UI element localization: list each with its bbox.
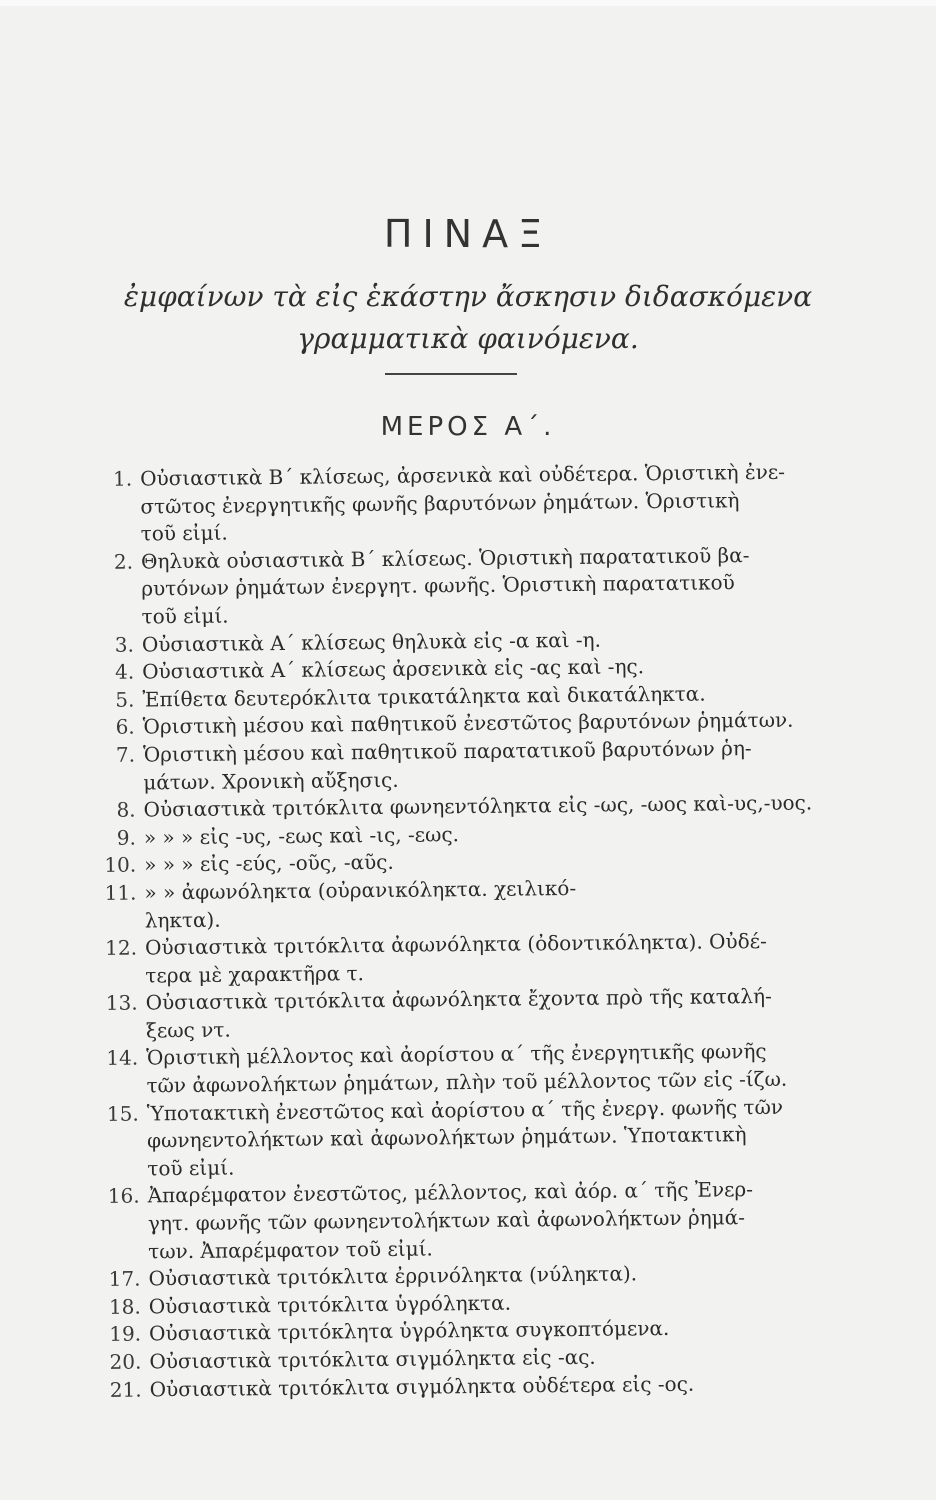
item-number: 19. <box>109 1321 142 1347</box>
item-text-line: Οὐσιαστικὰ τριτόκλητα ὑγρόληκτα συγκοπτόμενα. <box>148 1316 670 1346</box>
item-text-line: τερα μὲ χαρακτῆρα τ. <box>145 960 365 988</box>
list-item <box>93 734 864 797</box>
item-text-line: τοῦ εἰμί. <box>147 1155 235 1181</box>
item-text-line: Ἐπίθετα δευτερόκλιτα τρικατάληκτα καὶ δικατάληκτα. <box>142 681 706 712</box>
item-text <box>146 1037 867 1100</box>
item-text-line: Οὐσιαστικὰ τριτόκλιτα ὑγρόληκτα. <box>148 1290 512 1319</box>
item-text-line: τοῦ εἰμί. <box>141 603 229 629</box>
subtitle-line: ἐμφαίνων τὰ εἰς ἑκάστην ἄσκησιν διδασκόμενα <box>123 280 813 313</box>
list-item <box>94 872 865 935</box>
item-text-line: » » » εἰς -υς, -εως καὶ -ις, -εως. <box>143 821 460 850</box>
item-text-line: Οὐσιαστικὰ τριτόκλιτα σιγμόληκτα εἰς -ας. <box>149 1344 596 1374</box>
item-text <box>145 982 866 1045</box>
subtitle-line: γραμματικὰ φαινόμενα. <box>297 322 639 355</box>
item-text-line: στῶτος ἐνεργητικῆς φωνῆς βαρυτόνων ῥημάτων. Ὁριστικὴ <box>140 487 740 519</box>
list-item <box>95 982 866 1045</box>
item-text <box>143 734 864 797</box>
item-text <box>148 1175 869 1265</box>
list-item <box>95 927 866 990</box>
item-text-line: ληκτα). <box>144 907 221 932</box>
item-text-line: Οὐσιαστικὰ τριτόκλιτα φωνηεντόληκτα εἰς -ως, -ωος καὶ-υς,-υος. <box>143 790 813 822</box>
item-number: 11. <box>104 880 137 905</box>
item-number: 16. <box>107 1183 140 1209</box>
item-text-line: Ὁριστικὴ μέλλοντος καὶ ἀορίστου α΄ τῆς ἐνεργητικῆς φωνῆς <box>146 1039 767 1070</box>
page-title: ΠΙΝΑΞ <box>383 212 553 256</box>
item-text-line: Οὐσιαστικὰ τριτόκλιτα ἀφωνόληκτα ἔχοντα πρὸ τῆς καταλή- <box>145 984 772 1015</box>
item-number: 21. <box>109 1377 142 1402</box>
item-number: 12. <box>105 935 138 960</box>
item-text-line: Οὐσιαστικὰ τριτόκλιτα ἀφωνόληκτα (ὀδοντικόληκτα). Οὐδέ- <box>144 929 767 960</box>
item-number: 8. <box>116 797 136 822</box>
item-number: 5. <box>115 687 135 712</box>
item-text-line: Θηλυκὰ οὐσιαστικὰ Β΄ κλίσεως. Ὁριστικὴ παρατατικοῦ βα- <box>140 542 750 574</box>
section-heading: ΜΕΡΟΣ Α΄. <box>380 412 556 442</box>
item-text-line: Ὁριστικὴ μέσου καὶ παθητικοῦ παρατατικοῦ βαρυτόνων ῥη- <box>142 736 752 767</box>
item-text-line: των. Ἀπαρέμφατον τοῦ εἰμί. <box>148 1236 433 1264</box>
contents-list <box>90 458 870 1404</box>
item-text-line: ρυτόνων ῥημάτων ἐνεργητ. φωνῆς. Ὁριστικὴ παρατατικοῦ <box>141 570 735 601</box>
item-number: 14. <box>106 1045 139 1071</box>
list-item <box>90 458 861 549</box>
item-text-line: Ὑποτακτικὴ ἐνεστῶτος καὶ ἀορίστου α΄ τῆς ἐνεργ. φωνῆς τῶν <box>146 1094 784 1126</box>
item-number: 18. <box>108 1294 141 1319</box>
item-text <box>140 458 861 548</box>
item-text-line: Οὐσιαστικὰ Α΄ κλίσεως θηλυκὰ εἰς -α καὶ -η. <box>141 627 602 657</box>
item-text-line: τοῦ εἰμί. <box>140 520 228 546</box>
list-item <box>91 541 862 632</box>
item-number: 9. <box>116 825 137 850</box>
item-text <box>144 872 865 935</box>
item-number: 17. <box>108 1266 141 1292</box>
list-item <box>96 1037 867 1100</box>
item-text-line: Ἀπαρέμφατον ἐνεστῶτος, μέλλοντος, καὶ ἀόρ. α΄ τῆς Ἐνερ- <box>147 1177 754 1208</box>
item-text-line: Ὁριστικὴ μέσου καὶ παθητικοῦ ἐνεστῶτος βαρυτόνων ῥημάτων. <box>142 707 794 739</box>
item-number: 15. <box>106 1101 139 1126</box>
item-text-line: Οὐσιαστικὰ τριτόκλιτα σιγμόληκτα οὐδέτερα εἰς -ος. <box>149 1371 695 1402</box>
item-number: 10. <box>104 852 137 878</box>
item-text-line: ξεως ντ. <box>145 1017 231 1043</box>
item-text <box>141 541 862 631</box>
item-text-line: φωνηεντολήκτων καὶ ἀφωνολήκτων ῥημάτων. Ὑποτακτικὴ <box>146 1122 747 1153</box>
item-text-line: Οὐσιαστικὰ τριτόκλιτα ἐρρινόληκτα (νύληκτα). <box>148 1261 638 1291</box>
subtitle <box>100 276 836 360</box>
item-number: 13. <box>105 990 138 1016</box>
item-text <box>145 927 866 990</box>
item-number: 20. <box>109 1349 142 1374</box>
item-text <box>147 1093 868 1183</box>
page-top-edge <box>0 0 936 6</box>
divider-rule <box>385 373 517 375</box>
item-number: 7. <box>115 742 136 767</box>
item-text-line: μάτων. Χρονικὴ αὔξησις. <box>143 767 399 794</box>
list-item <box>97 1093 868 1184</box>
item-number: 1. <box>112 466 133 491</box>
item-text-line: » » » εἰς -εύς, -οῦς, -αῦς. <box>144 850 394 877</box>
list-item <box>98 1175 869 1266</box>
item-number: 4. <box>114 659 135 684</box>
item-text-line: Οὐσιαστικὰ Β΄ κλίσεως, ἀρσενικὰ καὶ οὐδέτερα. Ὁριστικὴ ἐνε- <box>140 459 786 491</box>
item-number: 2. <box>113 549 134 574</box>
item-text-line: Οὐσιαστικὰ Α΄ κλίσεως ἀρσενικὰ εἰς -ας καὶ -ης. <box>142 654 645 684</box>
item-text-line: γητ. φωνῆς τῶν φωνηεντολήκτων καὶ ἀφωνολήκτων ῥημά- <box>147 1205 746 1236</box>
item-text-line: τῶν ἀφωνολήκτων ῥημάτων, πλὴν τοῦ μέλλοντος τῶν εἰς -ίζω. <box>146 1066 788 1098</box>
item-text-line: » » ἀφωνόληκτα (οὐρανικόληκτα. χειλικό- <box>144 875 577 905</box>
item-number: 3. <box>114 632 134 657</box>
item-number: 6. <box>115 714 135 740</box>
